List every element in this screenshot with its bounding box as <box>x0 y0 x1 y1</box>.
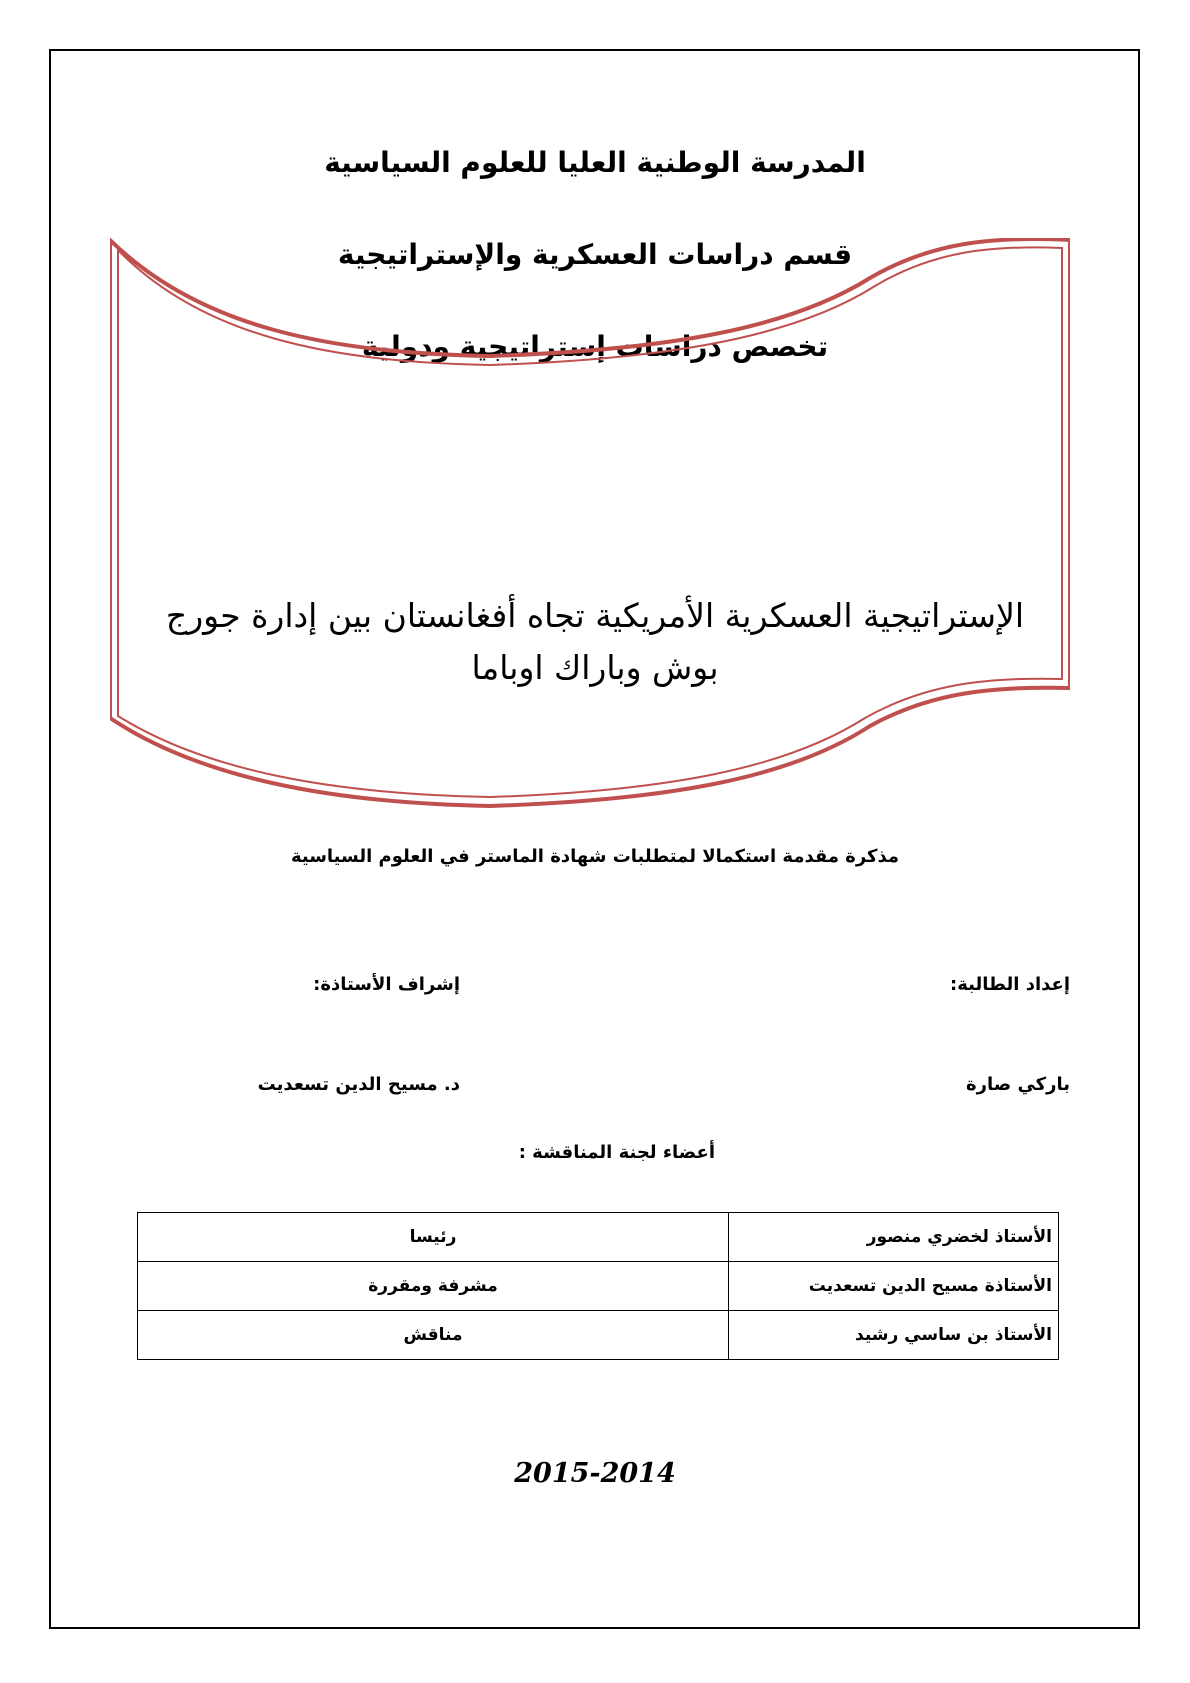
thesis-title <box>130 590 1060 694</box>
prepared-by-label: إعداد الطالبة: <box>950 974 1070 995</box>
thesis-subtitle: مذكرة مقدمة استكمالا لمتطلبات شهادة الماستر في العلوم السياسية <box>290 846 900 867</box>
student-name: باركي صارة <box>966 1074 1070 1095</box>
supervisor-name: د. مسيح الدين تسعديت <box>257 1074 460 1095</box>
department-name: قسم دراسات العسكرية والإستراتيجية <box>337 238 853 271</box>
title-banner <box>110 238 1070 818</box>
thesis-title-line-1: الإستراتيجية العسكرية الأمريكية تجاه أفغانستان بين إدارة جورج <box>165 596 1025 635</box>
committee-member-name: الأستاذ بن ساسي رشيد <box>729 1311 1059 1360</box>
committee-heading: أعضاء لجنة المناقشة : <box>518 1142 715 1163</box>
committee-member-role: مشرفة ومقررة <box>138 1262 729 1311</box>
table-row <box>138 1213 1059 1262</box>
specialty-name: تخصص دراسات إستراتيجية ودولية <box>361 330 829 363</box>
committee-member-role: مناقش <box>138 1311 729 1360</box>
table-row <box>138 1262 1059 1311</box>
committee-member-name: الأستاذ لخضري منصور <box>729 1213 1059 1262</box>
committee-table <box>137 1212 1059 1360</box>
committee-member-role: رئيسا <box>138 1213 729 1262</box>
school-name: المدرسة الوطنية العليا للعلوم السياسية <box>324 146 866 179</box>
table-row <box>138 1311 1059 1360</box>
supervised-by-label: إشراف الأستاذة: <box>313 974 460 995</box>
thesis-title-line-2: بوش وباراك اوباما <box>471 648 719 687</box>
academic-year: 2015-2014 <box>514 1458 676 1489</box>
committee-member-name: الأستاذة مسيح الدين تسعديت <box>729 1262 1059 1311</box>
